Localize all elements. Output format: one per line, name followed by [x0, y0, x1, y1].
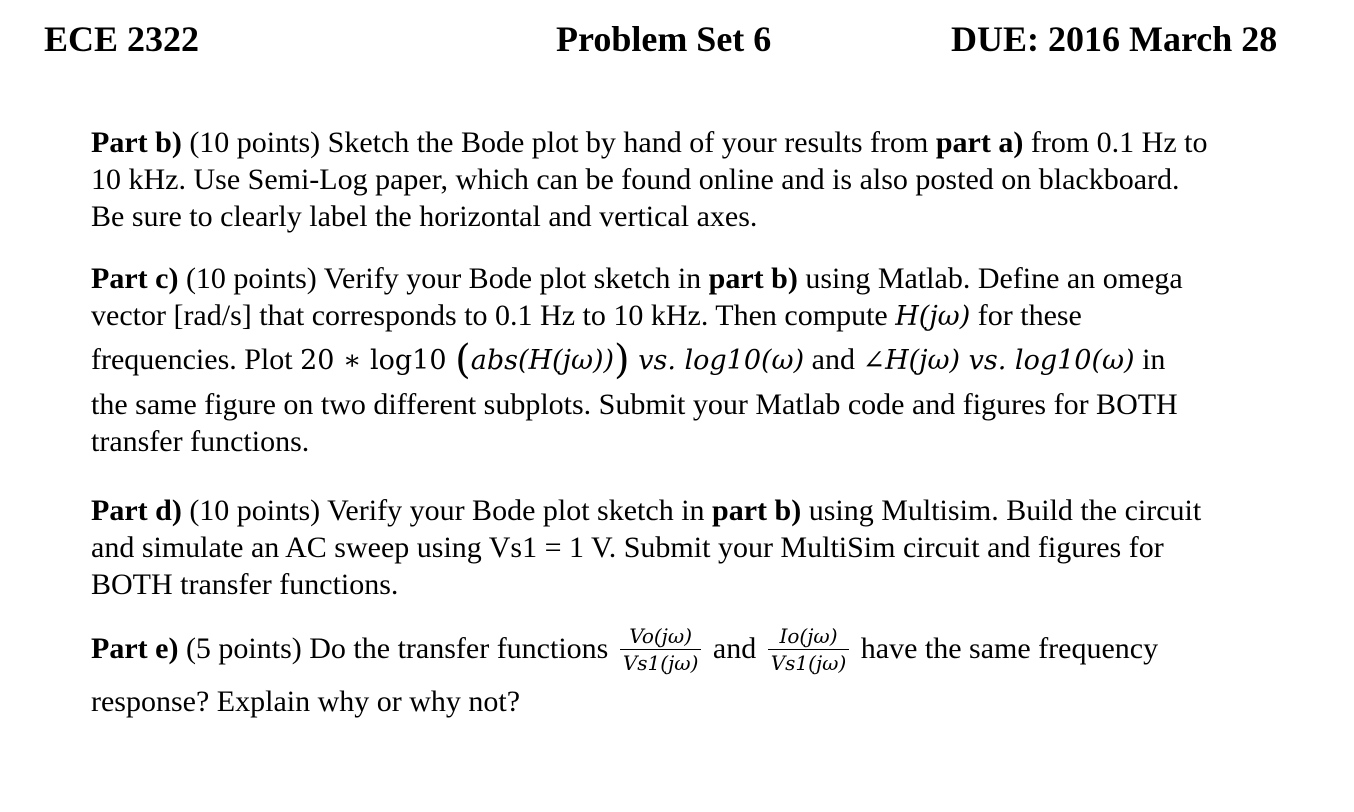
math-plot1-b: abs(H(jω)) — [470, 345, 615, 376]
part-b-points: (10 points) Sketch the Bode plot by hand of your results from — [181, 126, 936, 159]
part-c-text-2a: vector [rad/s] that corresponds to 0.1 Hz to 10 kHz. Then compute — [91, 299, 896, 332]
fraction-2-numerator: Io(jω) — [768, 624, 850, 650]
part-c-text-3a: frequencies. Plot — [91, 343, 301, 376]
math-h-jw: H(jω) — [895, 301, 971, 332]
part-e-text-2: have the same frequency — [853, 632, 1159, 665]
math-plot1 — [300, 337, 805, 383]
part-d-label: Part d) — [91, 494, 182, 527]
left-paren-glyph: ( — [455, 337, 471, 383]
part-d-paragraph — [91, 492, 1321, 603]
math-plot1-c: vs. log10(ω) — [629, 345, 805, 376]
part-e-paragraph — [91, 624, 1321, 727]
part-d-text-3: BOTH transfer functions. — [91, 568, 399, 601]
fraction-1-denominator: Vs1(jω) — [622, 650, 699, 675]
fraction-1-numerator: Vo(jω) — [620, 624, 702, 650]
math-plot1-a: 20 ∗ log10 — [300, 345, 447, 376]
part-e-and: and — [705, 632, 764, 665]
due-date: DUE: 2016 March 28 — [951, 19, 1278, 59]
fraction-io-over-vs1 — [768, 624, 850, 675]
part-d-text-2: and simulate an AC sweep using Vs1 = 1 V. Submit your MultiSim circuit and figures for — [91, 531, 1164, 564]
fraction-vo-over-vs1 — [620, 624, 702, 675]
part-b-text-3: Be sure to clearly label the horizontal and vertical axes. — [91, 200, 758, 233]
part-c-line-3 — [91, 335, 1165, 386]
part-b-paragraph — [91, 124, 1321, 235]
part-c-text-1: using Matlab. Define an omega — [797, 262, 1183, 295]
part-d-text-1: using Multisim. Build the circuit — [801, 494, 1202, 527]
part-c-text-5: transfer functions. — [91, 425, 310, 458]
part-b-text-1: from 0.1 Hz to — [1023, 126, 1208, 159]
part-c-text-3c: in — [1134, 343, 1166, 376]
part-c-paragraph — [91, 260, 1321, 460]
right-paren-glyph: ) — [614, 337, 630, 383]
part-d-points: (10 points) Verify your Bode plot sketch in — [181, 494, 713, 527]
course-code: ECE 2322 — [44, 19, 200, 59]
part-b-label: Part b) — [91, 126, 182, 159]
problem-set-title: Problem Set 6 — [556, 19, 772, 59]
part-c-text-2b: for these — [970, 299, 1082, 332]
part-d-ref: part b) — [712, 494, 802, 527]
part-b-ref: part a) — [935, 126, 1024, 159]
part-c-points: (10 points) Verify your Bode plot sketch in — [178, 262, 709, 295]
part-c-ref: part b) — [708, 262, 798, 295]
part-c-text-3b: and — [804, 343, 863, 376]
part-e-text-1: (5 points) Do the transfer functions — [178, 632, 616, 665]
page-header — [0, 18, 1354, 62]
part-c-label: Part c) — [91, 262, 179, 295]
math-plot2: ∠H(jω) vs. log10(ω) — [862, 345, 1135, 376]
part-b-text-2: 10 kHz. Use Semi-Log paper, which can be found online and is also posted on blackboard. — [91, 163, 1180, 196]
part-e-text-3: response? Explain why or why not? — [91, 684, 521, 718]
part-e-label: Part e) — [91, 632, 179, 665]
fraction-2-denominator: Vs1(jω) — [770, 650, 847, 675]
part-c-text-4: the same figure on two different subplots. Submit your Matlab code and figures for BOTH — [91, 388, 1178, 421]
